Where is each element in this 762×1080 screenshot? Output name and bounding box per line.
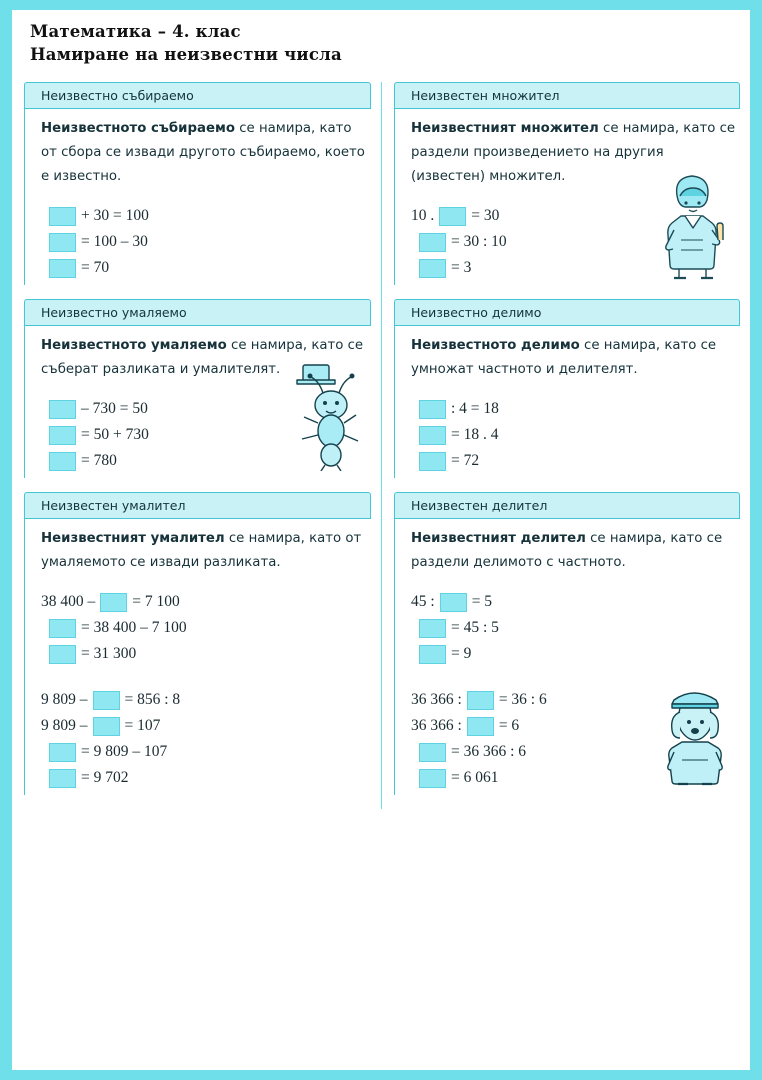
rule-text-unknown-subtrahend (41, 527, 367, 575)
equation-text: 9 809 – (41, 717, 88, 734)
equation-text: = 9 809 – 107 (81, 743, 168, 760)
rule-text-unknown-divisor (411, 527, 736, 575)
equation-line (411, 765, 736, 791)
equation-line (41, 615, 367, 641)
rule-part: Неизвестното умаляемо (41, 338, 227, 353)
equation-text: = 100 – 30 (81, 233, 148, 250)
equation-text: = 780 (81, 452, 117, 469)
answer-box[interactable] (419, 619, 446, 638)
answer-box[interactable] (49, 233, 76, 252)
equation-line (41, 687, 367, 713)
equation-group (411, 396, 736, 474)
card-body-unknown-dividend (394, 326, 740, 478)
answer-box[interactable] (100, 593, 127, 612)
equation-line (41, 229, 367, 255)
answer-box[interactable] (419, 769, 446, 788)
rule-part: Неизвестният делител (411, 531, 586, 546)
rule-text-unknown-minuend (41, 334, 367, 382)
equation-group (41, 396, 367, 474)
equation-text: = 72 (451, 452, 480, 469)
card-body-unknown-minuend (24, 326, 371, 478)
equation-text: : 4 = 18 (451, 400, 499, 417)
equation-text: = 45 : 5 (451, 619, 499, 636)
answer-box[interactable] (419, 259, 446, 278)
equation-line (41, 589, 367, 615)
answer-box[interactable] (49, 645, 76, 664)
answer-box[interactable] (49, 207, 76, 226)
page-title (12, 10, 750, 70)
card-title-unknown-factor: Неизвестен множител (394, 82, 740, 109)
rule-text-unknown-dividend (411, 334, 736, 382)
answer-box[interactable] (49, 259, 76, 278)
equation-text: 45 : (411, 593, 435, 610)
equation-line (411, 422, 736, 448)
equation-text: 9 809 – (41, 691, 88, 708)
equation-text: 36 366 : (411, 717, 462, 734)
equation-line (41, 255, 367, 281)
card-title-unknown-addend: Неизвестно събираемо (24, 82, 371, 109)
answer-box[interactable] (93, 691, 120, 710)
equation-text: = 18 . 4 (451, 426, 499, 443)
equation-group (41, 203, 367, 281)
equation-text: = 9 702 (81, 769, 129, 786)
answer-box[interactable] (419, 233, 446, 252)
answer-box[interactable] (49, 400, 76, 419)
rule-part: се намира, като се умножат частното и делителят. (411, 338, 717, 377)
equation-text: = 30 (471, 207, 500, 224)
equation-group (411, 203, 736, 281)
answer-box[interactable] (440, 593, 467, 612)
rule-part: Неизвестният умалител (41, 531, 225, 546)
rule-part: Неизвестният множител (411, 121, 599, 136)
equation-line (411, 229, 736, 255)
equation-line (411, 448, 736, 474)
equation-line (411, 396, 736, 422)
right-column (381, 82, 750, 809)
equation-line (41, 739, 367, 765)
answer-box[interactable] (419, 400, 446, 419)
answer-box[interactable] (49, 619, 76, 638)
answer-box[interactable] (93, 717, 120, 736)
answer-box[interactable] (49, 452, 76, 471)
answer-box[interactable] (49, 426, 76, 445)
worksheet-page (12, 10, 750, 1070)
equation-line (411, 203, 736, 229)
equation-text: 36 366 : (411, 691, 462, 708)
equation-text: = 50 + 730 (81, 426, 149, 443)
title-line-1: Математика – 4. клас (30, 22, 241, 41)
card-title-unknown-minuend: Неизвестно умаляемо (24, 299, 371, 326)
answer-box[interactable] (467, 691, 494, 710)
equation-line (411, 687, 736, 713)
equation-line (411, 713, 736, 739)
equation-line (41, 422, 367, 448)
answer-box[interactable] (419, 426, 446, 445)
equation-line (41, 641, 367, 667)
rule-part: се намира, като от сбора се извади другото събираемо, което е известно. (41, 121, 365, 184)
rule-part: се намира, като се съберат разликата и умалителят. (41, 338, 364, 377)
answer-box[interactable] (439, 207, 466, 226)
card-body-unknown-divisor (394, 519, 740, 795)
equation-text: 38 400 – (41, 593, 96, 610)
rule-part: се намира, като се раздели произведението на другия (известен) множител. (411, 121, 736, 184)
equation-line (411, 739, 736, 765)
equation-text: 10 . (411, 207, 435, 224)
equation-group (411, 589, 736, 667)
rule-part: се намира, като от умаляемото се извади разликата. (41, 531, 362, 570)
equation-line (41, 713, 367, 739)
answer-box[interactable] (419, 645, 446, 664)
equation-line (411, 255, 736, 281)
rule-part: се намира, като се раздели делимото с частното. (411, 531, 723, 570)
equation-text: + 30 = 100 (81, 207, 149, 224)
equation-line (411, 615, 736, 641)
equation-line (41, 203, 367, 229)
card-unknown-minuend (24, 299, 371, 478)
equation-text: = 6 (498, 717, 520, 734)
answer-box[interactable] (49, 769, 76, 788)
card-title-unknown-subtrahend: Неизвестен умалител (24, 492, 371, 519)
card-unknown-subtrahend (24, 492, 371, 795)
equation-text: – 730 = 50 (81, 400, 148, 417)
equation-line (411, 641, 736, 667)
answer-box[interactable] (467, 717, 494, 736)
equation-group (411, 687, 736, 791)
rule-part: Неизвестното събираемо (41, 121, 235, 136)
equation-text: = 36 : 6 (498, 691, 547, 708)
equation-line (411, 589, 736, 615)
card-unknown-factor (394, 82, 740, 285)
answer-box[interactable] (419, 743, 446, 762)
equation-text: = 856 : 8 (124, 691, 181, 708)
left-column (12, 82, 381, 809)
card-title-unknown-dividend: Неизвестно делимо (394, 299, 740, 326)
rule-text-unknown-factor (411, 117, 736, 189)
equation-text: = 5 (471, 593, 493, 610)
equation-text: = 9 (451, 645, 472, 662)
equation-text: = 70 (81, 259, 110, 276)
card-unknown-divisor (394, 492, 740, 795)
answer-box[interactable] (419, 452, 446, 471)
equation-line (41, 448, 367, 474)
card-body-unknown-addend (24, 109, 371, 285)
card-unknown-dividend (394, 299, 740, 478)
equation-text: = 107 (124, 717, 161, 734)
equation-group (41, 589, 367, 667)
equation-text: = 30 : 10 (451, 233, 507, 250)
equation-group (41, 687, 367, 791)
title-line-2: Намиране на неизвестни числа (30, 45, 342, 64)
rule-text-unknown-addend (41, 117, 367, 189)
card-body-unknown-subtrahend (24, 519, 371, 795)
rule-part: Неизвестното делимо (411, 338, 580, 353)
equation-text: = 31 300 (81, 645, 137, 662)
answer-box[interactable] (49, 743, 76, 762)
equation-text: = 36 366 : 6 (451, 743, 527, 760)
equation-line (41, 765, 367, 791)
card-title-unknown-divisor: Неизвестен делител (394, 492, 740, 519)
card-unknown-addend (24, 82, 371, 285)
content-columns (12, 82, 750, 809)
equation-text: = 3 (451, 259, 472, 276)
equation-text: = 7 100 (132, 593, 180, 610)
card-body-unknown-factor (394, 109, 740, 285)
equation-text: = 6 061 (451, 769, 499, 786)
equation-text: = 38 400 – 7 100 (81, 619, 187, 636)
equation-line (41, 396, 367, 422)
